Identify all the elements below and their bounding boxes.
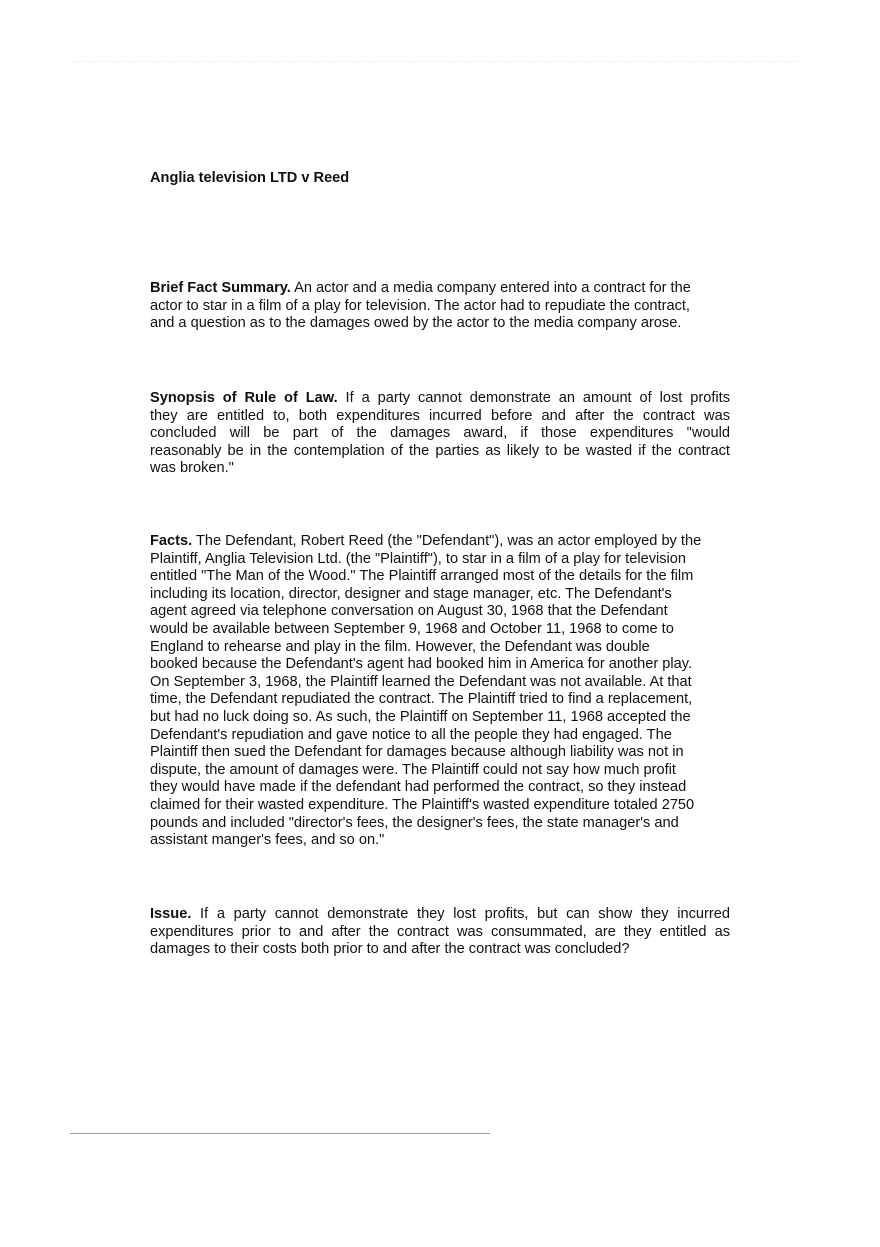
line-text: claimed for their wasted expenditure. The Plaintiff's wasted expenditure totaled 2750 — [150, 796, 695, 813]
line-text: would be available between September 9, 1968 and October 11, 1968 to come to — [150, 620, 674, 637]
line-text: The Defendant, Robert Reed (the "Defendant"), was an actor employed by the — [192, 533, 702, 549]
paragraph-line — [150, 408, 730, 426]
issue-section — [150, 906, 730, 959]
line-text: concluded will be part of the damages award, if those expenditures "would — [150, 425, 730, 442]
line-text: On September 3, 1968, the Plaintiff learned the Defendant was not available. At that — [150, 673, 692, 690]
document-title: Anglia television LTD v Reed — [150, 170, 350, 186]
paragraph-line — [150, 533, 730, 551]
paragraph-line — [150, 779, 730, 797]
paragraph-line — [150, 298, 730, 316]
line-text: expenditures prior to and after the contract was consummated, are they entitled as — [150, 923, 730, 940]
facts-section — [150, 533, 730, 850]
paragraph-line — [150, 744, 730, 762]
line-text: reasonably be in the contemplation of the parties as likely to be wasted if the contract — [150, 442, 730, 459]
paragraph-line — [150, 315, 730, 333]
footnote-divider — [70, 1133, 490, 1134]
line-text: including its location, director, designer and stage manager, etc. The Defendant's — [150, 585, 672, 602]
line-text: agent agreed via telephone conversation on August 30, 1968 that the Defendant — [150, 603, 668, 620]
header-divider — [72, 61, 802, 62]
line-text: Plaintiff then sued the Defendant for damages because although liability was not in — [150, 744, 684, 761]
line-text: assistant manger's fees, and so on." — [150, 832, 385, 849]
line-text: Plaintiff, Anglia Television Ltd. (the "Plaintiff"), to star in a film of a play for television — [150, 550, 687, 567]
line-text: Defendant's repudiation and gave notice to all the people they had engaged. The — [150, 726, 672, 743]
paragraph-line — [150, 460, 730, 478]
line-text: they would have made if the defendant had performed the contract, so they instead — [150, 779, 687, 796]
line-text: An actor and a media company entered into a contract for the — [290, 280, 691, 296]
line-text: time, the Defendant repudiated the contract. The Plaintiff tried to find a replacement, — [150, 691, 693, 708]
line-text: If a party cannot demonstrate an amount of lost profits — [337, 390, 730, 406]
paragraph-line — [150, 280, 730, 298]
line-text: If a party cannot demonstrate they lost profits, but can show they incurred — [191, 906, 730, 922]
line-text: pounds and included "director's fees, the designer's fees, the state manager's and — [150, 814, 679, 831]
paragraph-line — [150, 639, 730, 657]
paragraph-line — [150, 727, 730, 745]
brief-fact-summary — [150, 280, 730, 333]
paragraph-line — [150, 568, 730, 586]
paragraph-line — [150, 656, 730, 674]
synopsis-rule-of-law — [150, 390, 730, 478]
paragraph-line — [150, 709, 730, 727]
paragraph-line — [150, 443, 730, 461]
line-text: England to rehearse and play in the film. However, the Defendant was double — [150, 638, 650, 655]
paragraph-line — [150, 425, 730, 443]
line-text: dispute, the amount of damages were. The Plaintiff could not say how much profit — [150, 761, 676, 778]
section-label: Facts. — [150, 533, 193, 549]
paragraph-line — [150, 797, 730, 815]
line-text: but had no luck doing so. As such, the Plaintiff on September 11, 1968 accepted the — [150, 708, 691, 725]
paragraph-line — [150, 390, 730, 408]
line-text: booked because the Defendant's agent had booked him in America for another play. — [150, 656, 693, 673]
line-text: and a question as to the damages owed by the actor to the media company arose. — [150, 315, 682, 332]
paragraph-line — [150, 832, 730, 850]
line-text: was broken." — [150, 460, 234, 477]
line-text: entitled "The Man of the Wood." The Plaintiff arranged most of the details for the film — [150, 568, 694, 585]
paragraph-line — [150, 621, 730, 639]
section-label: Synopsis of Rule of Law. — [150, 390, 338, 406]
paragraph-line — [150, 906, 730, 924]
paragraph-line — [150, 815, 730, 833]
section-label: Issue. — [150, 906, 192, 922]
paragraph-line — [150, 586, 730, 604]
section-label: Brief Fact Summary. — [150, 280, 291, 296]
paragraph-line — [150, 551, 730, 569]
paragraph-line — [150, 941, 730, 959]
paragraph-line — [150, 924, 730, 942]
paragraph-line — [150, 674, 730, 692]
paragraph-line — [150, 762, 730, 780]
line-text: actor to star in a film of a play for television. The actor had to repudiate the contract, — [150, 297, 690, 314]
paragraph-line — [150, 691, 730, 709]
paragraph-line — [150, 603, 730, 621]
line-text: they are entitled to, both expenditures incurred before and after the contract was — [150, 407, 730, 424]
line-text: damages to their costs both prior to and after the contract was concluded? — [150, 941, 630, 958]
